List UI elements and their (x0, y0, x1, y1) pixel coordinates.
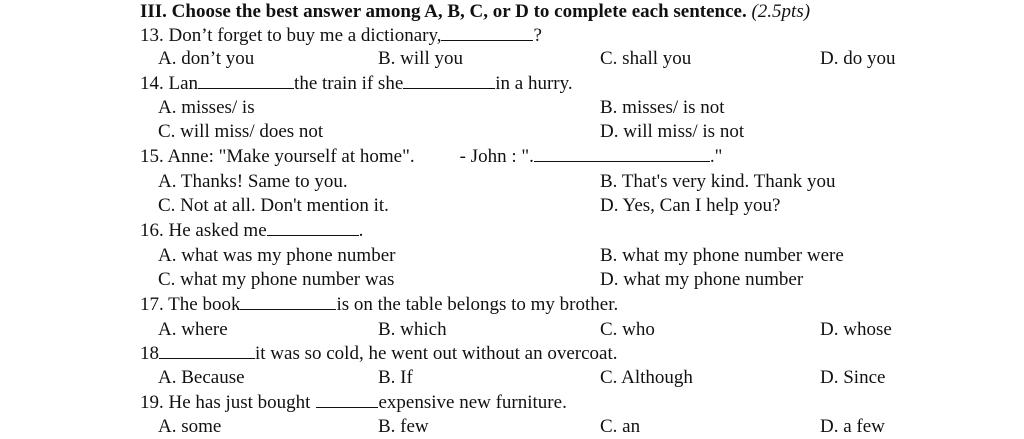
q13-option-a[interactable]: A. don’t you (158, 48, 255, 69)
question-18-stem (140, 342, 618, 366)
q15-option-b[interactable]: B. That's very kind. Thank you (600, 171, 836, 192)
q13-stem-part: 13. Don’t forget to buy me a dictionary, (140, 25, 442, 46)
q18-stem-part: it was so cold, he went out without an overcoat. (255, 343, 618, 364)
question-17-stem (140, 293, 618, 317)
q16-stem-part: 16. He asked me (140, 220, 267, 241)
q19-option-c[interactable]: C. an (600, 416, 641, 437)
q19-stem-part: 19. He has just bought (140, 392, 311, 413)
q14-option-b[interactable]: B. misses/ is not (600, 97, 725, 118)
q16-option-a[interactable]: A. what was my phone number (158, 245, 396, 266)
q19-option-d[interactable]: D. a few (820, 416, 885, 437)
q16-option-c[interactable]: C. what my phone number was (158, 269, 395, 290)
q19-option-b[interactable]: B. few (378, 416, 429, 437)
question-19-stem (140, 391, 567, 415)
question-16-stem (140, 219, 363, 243)
heading-text: III. Choose the best answer among A, B, C, or D to complete each sentence. (140, 1, 747, 22)
q14-stem-part: 14. Lan (140, 73, 199, 94)
q16-answer-blank (267, 221, 359, 236)
q14-stem-part: in a hurry. (495, 73, 573, 94)
q19-option-a[interactable]: A. some (158, 416, 222, 437)
q17-option-d[interactable]: D. whose (820, 319, 892, 340)
q17-stem-part: 17. The book (140, 294, 241, 315)
q13-option-c[interactable]: C. shall you (600, 48, 692, 69)
q16-stem-part: . (358, 220, 364, 241)
q15-answer-blank (534, 147, 710, 162)
q17-stem-part: is on the table belongs to my brother. (336, 294, 619, 315)
question-14-stem (140, 72, 573, 96)
q15-option-a[interactable]: A. Thanks! Same to you. (158, 171, 348, 192)
q18-stem-part: 18 (140, 343, 159, 364)
q15-stem-part: - John : ". (459, 146, 534, 167)
q19-answer-blank (316, 393, 378, 408)
q14-stem-part: the train if she (294, 73, 404, 94)
question-13-stem (140, 24, 542, 48)
q19-stem-part: expensive new furniture. (378, 392, 567, 413)
q18-option-d[interactable]: D. Since (820, 367, 886, 388)
q18-option-c[interactable]: C. Although (600, 367, 693, 388)
q14-answer-blank-1 (198, 74, 294, 89)
q18-option-a[interactable]: A. Because (158, 367, 245, 388)
q17-option-b[interactable]: B. which (378, 319, 447, 340)
q16-option-d[interactable]: D. what my phone number (600, 269, 804, 290)
q17-option-c[interactable]: C. who (600, 319, 655, 340)
q13-option-d[interactable]: D. do you (820, 48, 896, 69)
heading-points: (2.5pts) (751, 1, 811, 22)
q14-option-c[interactable]: C. will miss/ does not (158, 121, 324, 142)
question-15-stem (140, 145, 722, 169)
q18-option-b[interactable]: B. If (378, 367, 413, 388)
q14-option-d[interactable]: D. will miss/ is not (600, 121, 745, 142)
q13-option-b[interactable]: B. will you (378, 48, 463, 69)
q15-stem-part: 15. Anne: "Make yourself at home". (140, 146, 415, 167)
q15-stem-part: ." (709, 146, 723, 167)
q13-stem-part: ? (533, 25, 542, 46)
q14-option-a[interactable]: A. misses/ is (158, 97, 255, 118)
q17-answer-blank (240, 295, 336, 310)
q15-option-c[interactable]: C. Not at all. Don't mention it. (158, 195, 389, 216)
q14-answer-blank-2 (403, 74, 495, 89)
q13-answer-blank (441, 26, 533, 41)
q17-option-a[interactable]: A. where (158, 319, 228, 340)
section-heading (140, 0, 810, 24)
q18-answer-blank (159, 344, 255, 359)
q16-option-b[interactable]: B. what my phone number were (600, 245, 844, 266)
q15-option-d[interactable]: D. Yes, Can I help you? (600, 195, 781, 216)
